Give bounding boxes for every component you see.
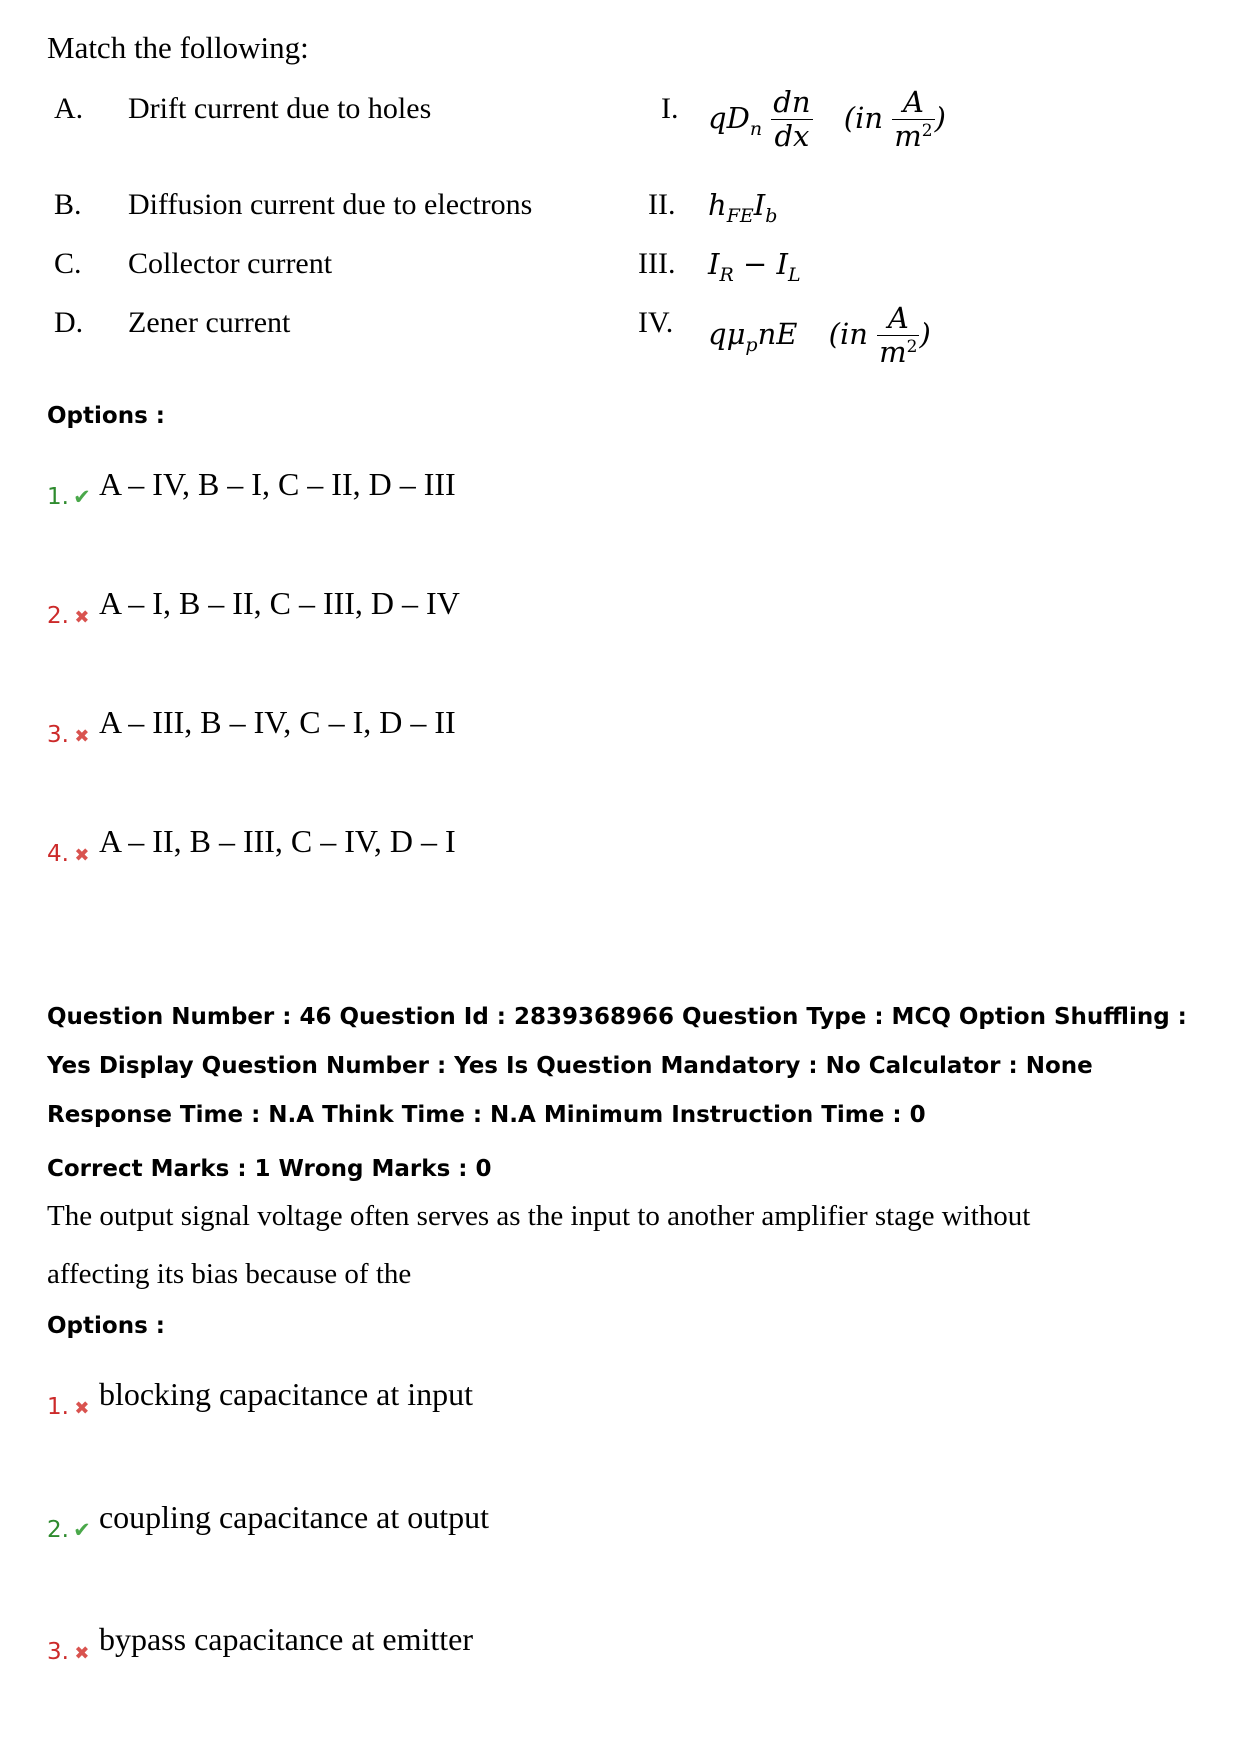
option-1 [47,1376,474,1425]
cross-icon: ✖ [74,607,90,628]
match-text: Collector current [128,247,333,280]
question-stem-line: affecting its bias because of the [47,1258,412,1290]
match-text: Drift current due to holes [128,92,432,125]
question-stem [47,1187,1047,1303]
option-text: A – III, B – IV, C – I, D – II [98,704,456,740]
match-letter: A. [54,92,84,125]
match-text: Diffusion current due to electrons [128,188,533,221]
option-number: 2. [47,603,69,629]
cross-icon: ✖ [74,1643,90,1664]
cross-icon: ✖ [74,726,90,747]
formula-drift: $q\mu_pnE$ (in $\frac{A}{m^2}$ ) [708,301,931,370]
option-2 [47,1499,490,1548]
option-text: bypass capacitance at emitter [98,1621,473,1657]
option-3 [47,704,456,753]
roman-numeral-iii: III. [638,247,676,280]
option-number: 2. [47,1517,69,1543]
match-letter: C. [54,247,82,280]
match-letter: B. [54,188,82,221]
formula-zener: $I_R - I_L$ [708,247,801,286]
option-text: A – IV, B – I, C – II, D – III [98,466,456,502]
option-number: 3. [47,722,69,748]
option-number: 3. [47,1639,69,1665]
formula-diffusion: $qD_n$ $\frac{dn}{dx}$ (in $\frac{A}{m^2}$ ) [708,85,946,154]
option-number: 4. [47,841,69,867]
roman-numeral-i: I. [661,92,679,125]
roman-numeral-iv: IV. [638,306,674,339]
check-icon: ✔ [73,1518,91,1542]
option-3 [47,1621,473,1670]
roman-numeral-ii: II. [648,188,676,221]
options-heading: Options : [47,403,165,429]
option-number: 1. [47,484,69,510]
option-text: A – I, B – II, C – III, D – IV [98,585,460,621]
options-heading: Options : [47,1313,165,1339]
cross-icon: ✖ [74,1398,90,1419]
check-icon: ✔ [73,485,91,509]
match-letter: D. [54,306,84,339]
option-4 [47,823,456,872]
cross-icon: ✖ [74,845,90,866]
option-text: A – II, B – III, C – IV, D – I [98,823,456,859]
option-text: blocking capacitance at input [98,1376,474,1412]
question-stem-line: The output signal voltage often serves as the input to another amplifier stage without [47,1200,1031,1232]
question-title: Match the following: [47,30,309,65]
option-number: 1. [47,1394,69,1420]
match-text: Zener current [128,306,291,339]
formula-collector: $h_{FE}I_b$ [708,188,778,227]
question-meta: Question Number : 46 Question Id : 2839368966 Question Type : MCQ Option Shuffling : Yes Display Question Number : Yes Is Question Mandatory : No Calculator : None Response Time : N.A Think Time : N.A Minimum Instruction Time : 0 [47,1004,1187,1128]
question-marks: Correct Marks : 1 Wrong Marks : 0 [47,1156,492,1182]
option-2 [47,585,460,634]
option-1 [47,466,456,515]
option-text: coupling capacitance at output [98,1499,490,1535]
